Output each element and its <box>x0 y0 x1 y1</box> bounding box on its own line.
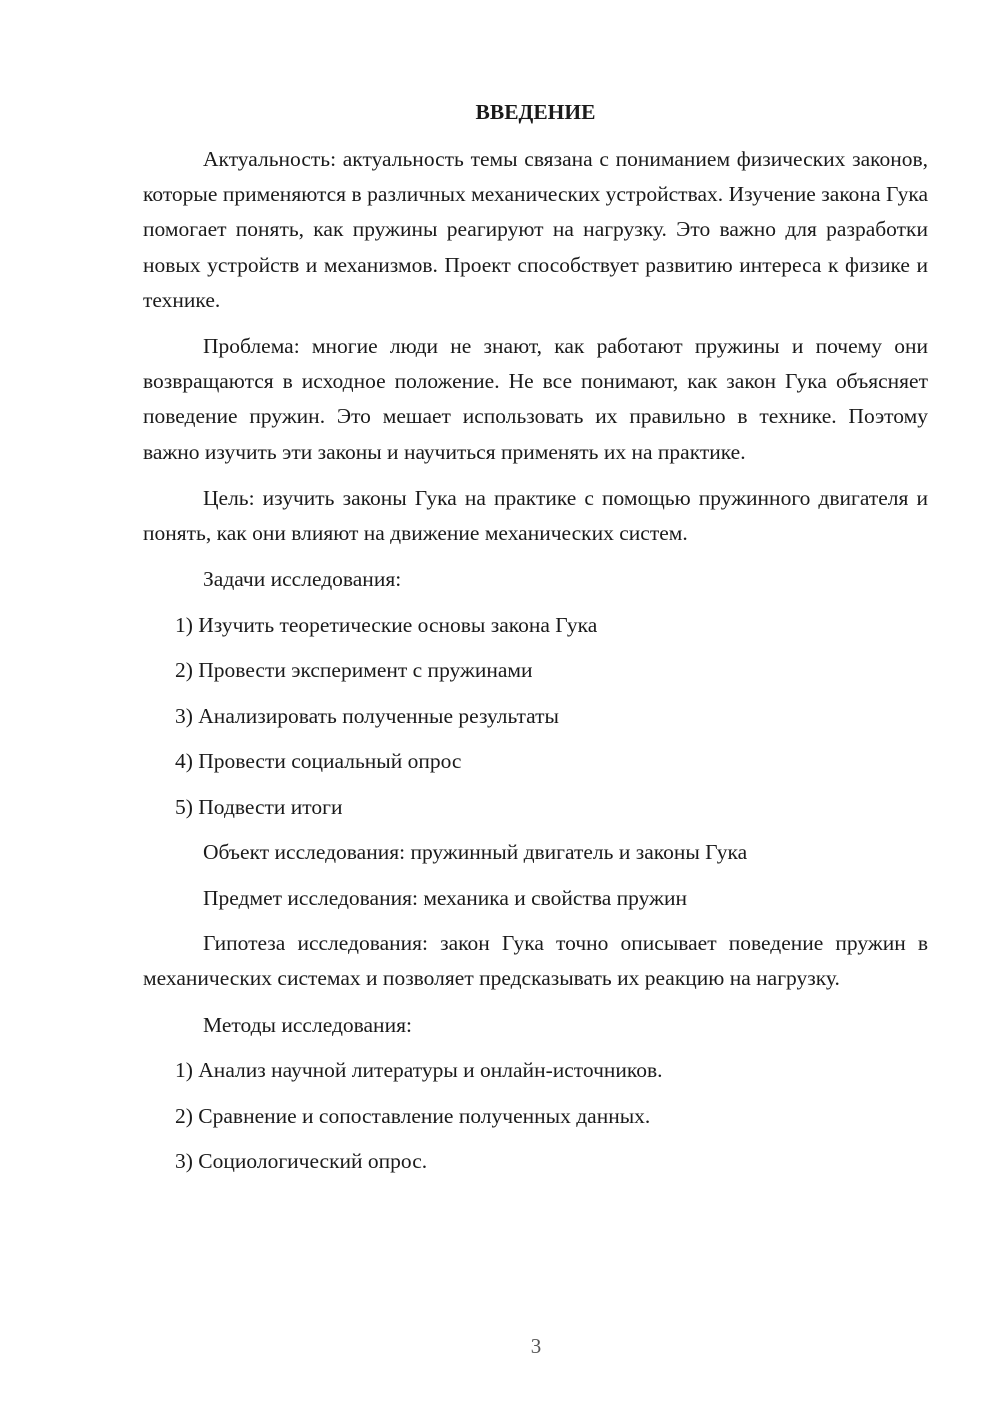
tasks-heading: Задачи исследования: <box>203 567 402 592</box>
goal-paragraph: Цель: изучить законы Гука на практике с помощью пружинного двигателя и понять, как они влияют на движение механических систем. <box>143 485 928 546</box>
methods-list <box>143 1053 928 1179</box>
list-item: 2) Провести эксперимент с пружинами <box>175 658 533 683</box>
page-title: ВВЕДЕНИЕ <box>475 100 596 124</box>
page-number: 3 <box>530 1334 542 1358</box>
hypothesis-paragraph: Гипотеза исследования: закон Гука точно описывает поведение пружин в механических системах и позволяет предсказывать их реакцию на нагрузку. <box>143 931 928 991</box>
list-item: 3) Социологический опрос. <box>175 1149 428 1174</box>
list-item: 3) Анализировать полученные результаты <box>175 703 559 728</box>
tasks-list <box>143 608 928 825</box>
list-item: 1) Изучить теоретические основы закона Гука <box>175 612 598 637</box>
relevance-paragraph: Актуальность: актуальность темы связана с пониманием физических законов, которые применяются в различных механических устройствах. Изучение закона Гука помогает понять, как пружины реагируют на нагрузку. Это важно для разработки новых устройств и механизмов. Проект способствует развитию интереса к физике и технике. <box>143 147 928 312</box>
problem-paragraph: Проблема: многие люди не знают, как работают пружины и почему они возвращаются в исходное положение. Не все понимают, как закон Гука объясняет поведение пружин. Это мешает использовать их правильно в технике. Поэтому важно изучить эти законы и научиться применять их на практике. <box>143 334 928 464</box>
list-item: 2) Сравнение и сопоставление полученных данных. <box>175 1103 651 1128</box>
object-line: Объект исследования: пружинный двигатель и законы Гука <box>203 840 748 865</box>
subject-line: Предмет исследования: механика и свойства пружин <box>203 885 687 910</box>
document-page <box>143 96 928 1190</box>
list-item: 4) Провести социальный опрос <box>175 749 462 774</box>
methods-heading: Методы исследования: <box>203 1012 412 1037</box>
list-item: 1) Анализ научной литературы и онлайн-источников. <box>175 1058 663 1083</box>
list-item: 5) Подвести итоги <box>175 794 343 819</box>
